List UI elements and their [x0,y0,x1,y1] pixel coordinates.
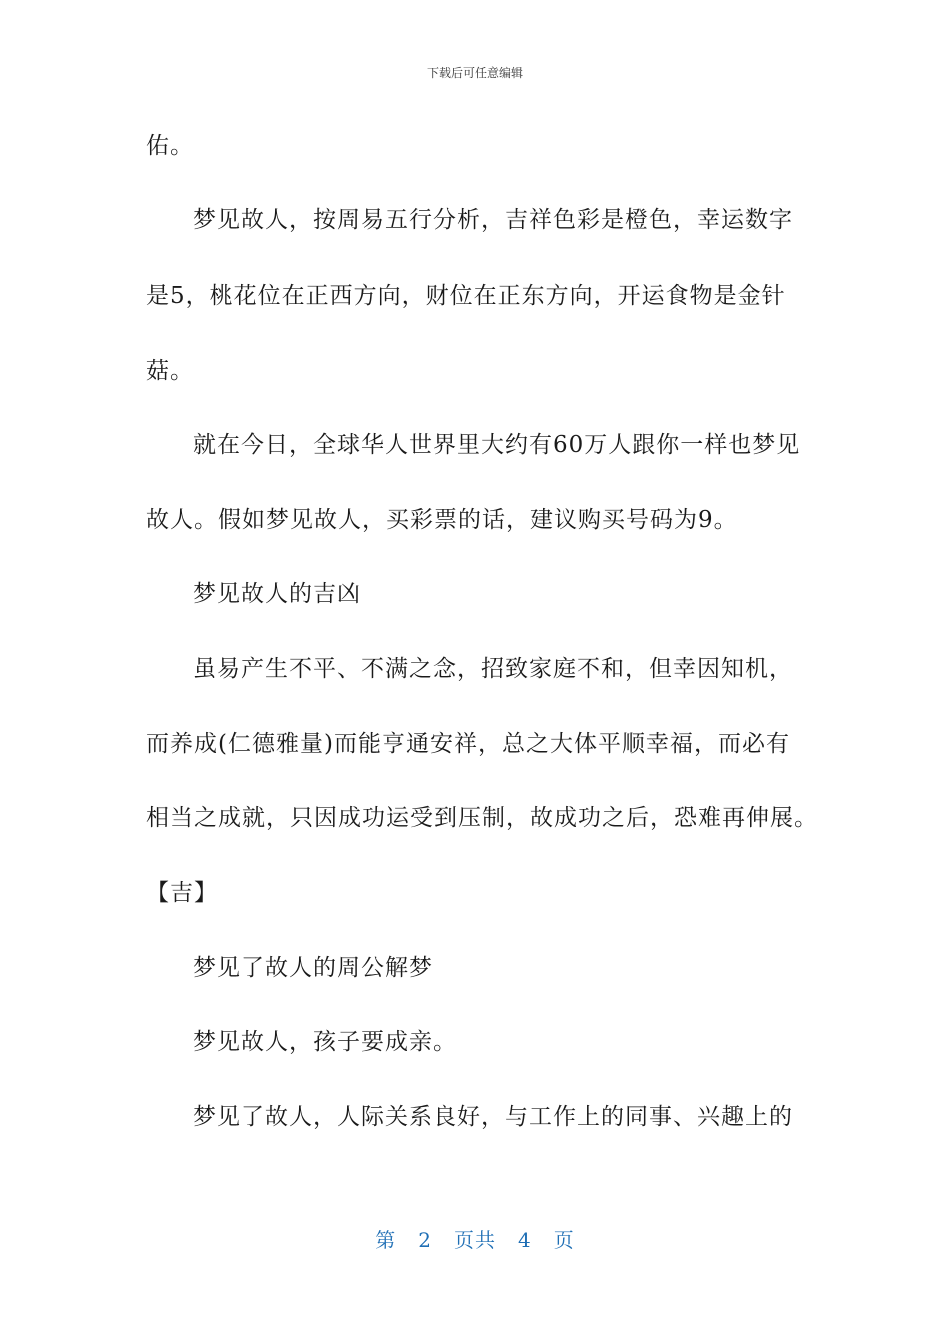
section-heading: 梦见了故人的周公解梦 [193,955,433,981]
text-line: 梦见故人，孩子要成亲。 [193,1029,457,1055]
verdict-label: 【吉】 [146,880,218,906]
footer-suffix: 页 [553,1228,575,1252]
page-header: 下载后可任意编辑 [426,66,523,80]
page-footer [0,1224,950,1253]
text-line: 梦见了故人，人际关系良好，与工作上的同事、兴趣上的 [193,1104,793,1130]
text-line: 故人。假如梦见故人，买彩票的话，建议购买号码为9。 [146,507,738,533]
total-page-number: 4 [518,1228,532,1252]
footer-prefix: 第 [375,1228,397,1252]
text-line: 梦见故人，按周易五行分析，吉祥色彩是橙色，幸运数字 [193,207,793,233]
footer-middle: 页共 [454,1228,496,1252]
text-line: 相当之成就，只因成功运受到压制，故成功之后，恐难再伸展。 [146,805,818,831]
text-line: 虽易产生不平、不满之念，招致家庭不和，但幸因知机， [193,656,793,682]
text-line: 是5，桃花位在正西方向，财位在正东方向，开运食物是金针 [146,283,786,309]
text-line: 菇。 [146,358,194,384]
text-line: 而养成(仁德雅量)而能亨通安祥，总之大体平顺幸福，而必有 [146,731,790,757]
text-line: 就在今日，全球华人世界里大约有60万人跟你一样也梦见 [193,432,801,458]
text-line: 佑。 [146,133,194,159]
section-heading: 梦见故人的吉凶 [193,581,361,607]
current-page-number: 2 [418,1228,432,1252]
